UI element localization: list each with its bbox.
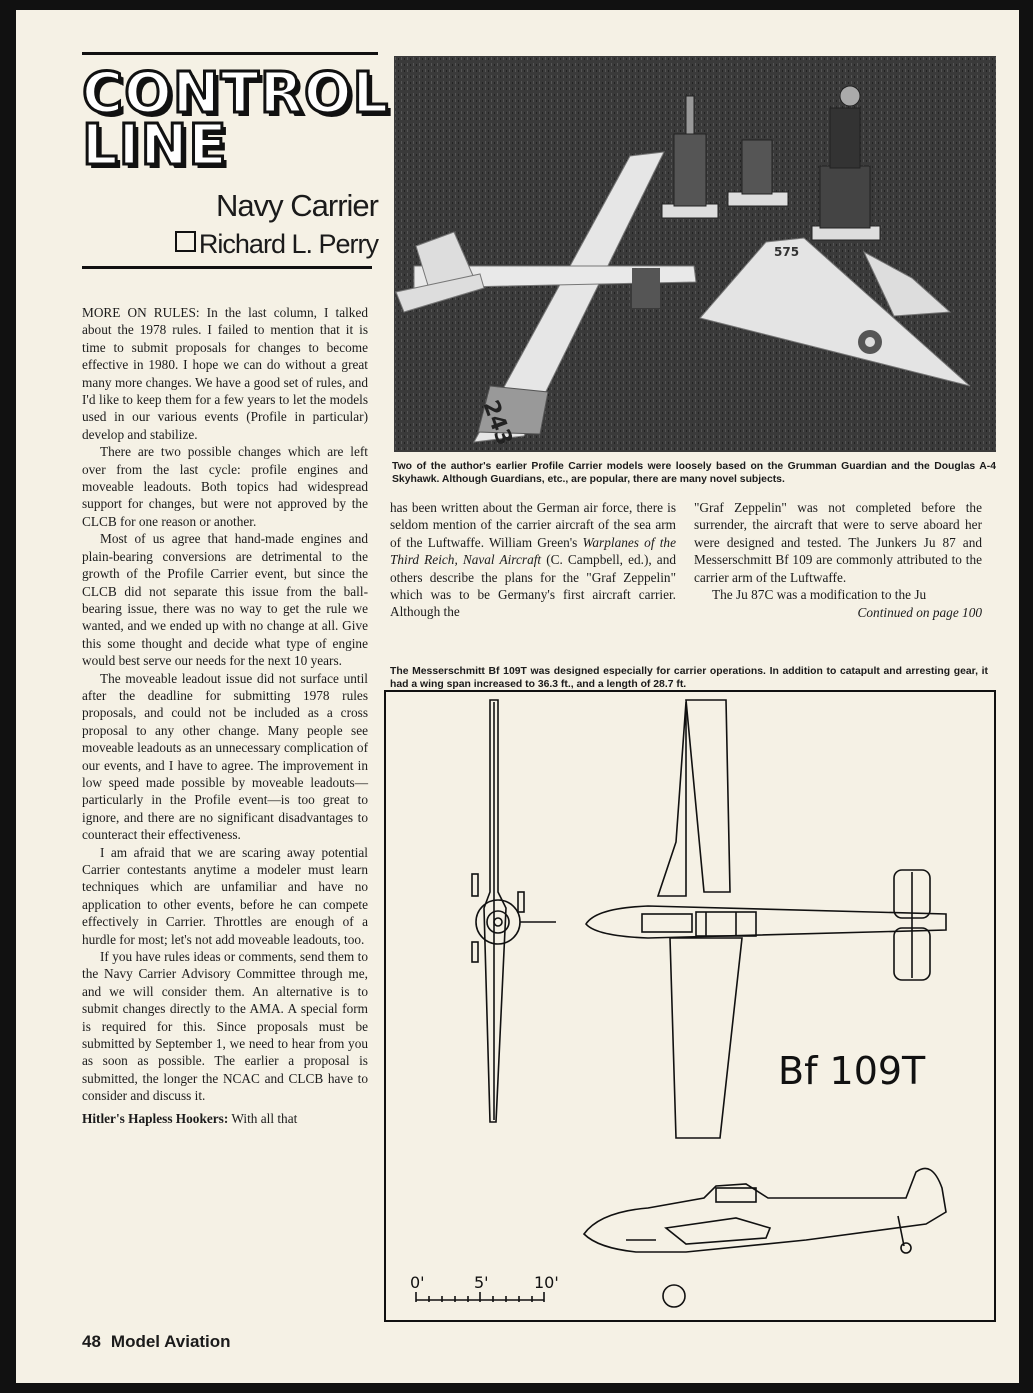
bf109t-plans [386,692,994,1320]
publication-name: Model Aviation [110,1332,231,1351]
subhead-text: With all that [231,1110,298,1126]
drawing-label: Bf 109T [778,1049,926,1093]
paragraph: I am afraid that we are scaring away potential Carrier contestants anytime a modeler must learn techniques which are unfamiliar and have no application to other events, before he can compete effectively in Carrier. Throttles are enough of a hurdle for most; let's not add moveable leadouts, too. [82,844,368,947]
page-footer [82,1332,241,1352]
scale-label-10: 10' [534,1273,559,1292]
middle-column [390,499,676,621]
photo-illustration [394,56,996,452]
page-number: 48 [82,1332,101,1351]
subhead-paragraph [82,1110,368,1127]
subhead: Hitler's Hapless Hookers: [82,1110,229,1126]
title-bottom-rule [82,266,372,269]
scale-bar [416,1292,544,1302]
roundel-outline [663,1285,685,1307]
front-view [472,700,556,1122]
paragraph [390,499,676,621]
column-title [82,61,390,178]
magazine-page [16,10,1019,1383]
text-part: (C. Campbell, ed.), and others describe the plans for the "Graf Zeppelin" which was to be Germany's first aircraft carrier. Although the [390,552,676,620]
three-view-drawing [384,690,996,1322]
author-name: Richard L. Perry [198,229,378,259]
model-planes-photo [394,56,996,452]
plane-number: 243 [477,397,517,449]
scale-label-0: 0' [410,1273,425,1292]
paragraph: The Ju 87C was a modification to the Ju [712,587,927,603]
title-line-2: LINE [82,113,228,178]
paragraph: There are two possible changes which are left over from the last cycle: profile engines and moveable leadouts. Both topics had widespread support for changes, but were not approved by the CLCB for one reason or another. [82,444,368,529]
paragraph: "Graf Zeppelin" was not completed before the surrender, the aircraft that were to serve aboard her were designed and tested. The Junkers Ju 87 and Messerschmitt Bf 109 are commonly attributed to the carrier arm of the Luftwaffe. [694,500,982,585]
byline [82,228,378,260]
paragraph: If you have rules ideas or comments, send them to the Navy Carrier Advisory Committee through me, and we will consider them. An alternative is to submit changes directly to the AMA. A special form is required for this. Since proposals must be submitted by September 1, we need to hear from you as soon as possible. The earlier a proposal is submitted, the longer the NCAC and CLCB have to consider and discuss it. [82,949,368,1104]
paragraph: MORE ON RULES: In the last column, I talked about the 1978 rules. I failed to mention that it is time to submit proposals for changes to become effective in 1980. I hope we can do without a great many more changes. We have a good set of rules, and I'd like to keep them for a few years to let the models used in our various events (Profile in particular) develop and stabilize. [82,305,368,442]
paragraph: Most of us agree that hand-made engines and plain-bearing conversions are detrimental to the growth of the Profile Carrier event, but since the CLCB did not separate this issue from the ball-bearing issue, there was no way to get the rule we wanted, and we ended up with no change at all. Give this some thought and decide what type of engine would best serve our needs for the next 10 years. [82,531,368,669]
book-title: Warplanes of the Third Reich, Naval Aircraft [390,534,676,568]
title-line-1: CONTROL [82,61,390,126]
photo-caption: Two of the author's earlier Profile Carrier models were loosely based on the Grumman Guardian and the Douglas A-4 Skyhawk. Although Guardians, etc., are popular, there are many novel subjects. [392,461,996,485]
paragraph: The moveable leadout issue did not surface until after the deadline for submitting 1978 rules proposals, and could not be included as a cross proposal to any other change. Many people see moveable leadouts as an unnecessary complication of our events, and I have to agree. The improvement in low speed made possible by moveable leadouts—particularly in the Profile event—is too great to ignore, and there are no significant disadvantages to counteract their effectiveness. [82,670,368,843]
left-column [82,304,368,1127]
plane-marking: 575 [774,245,800,259]
continued-note: Continued on page 100 [857,605,982,621]
drawing-caption: The Messerschmitt Bf 109T was designed especially for carrier operations. In addition to catapult and arresting gear, it had a wing span increased to 36.3 ft., and a length of 28.7 ft. [390,666,988,690]
text-part: has been written about the German air force, there is seldom mention of the carrier aircraft of the sea arm of the Luftwaffe. William Green's [390,500,676,550]
subtitle: Navy Carrier [216,188,378,223]
side-view [584,1168,946,1253]
right-column [694,499,982,622]
ballot-box-icon [175,231,196,252]
top-rule [82,52,378,55]
scale-label-5: 5' [474,1273,489,1292]
